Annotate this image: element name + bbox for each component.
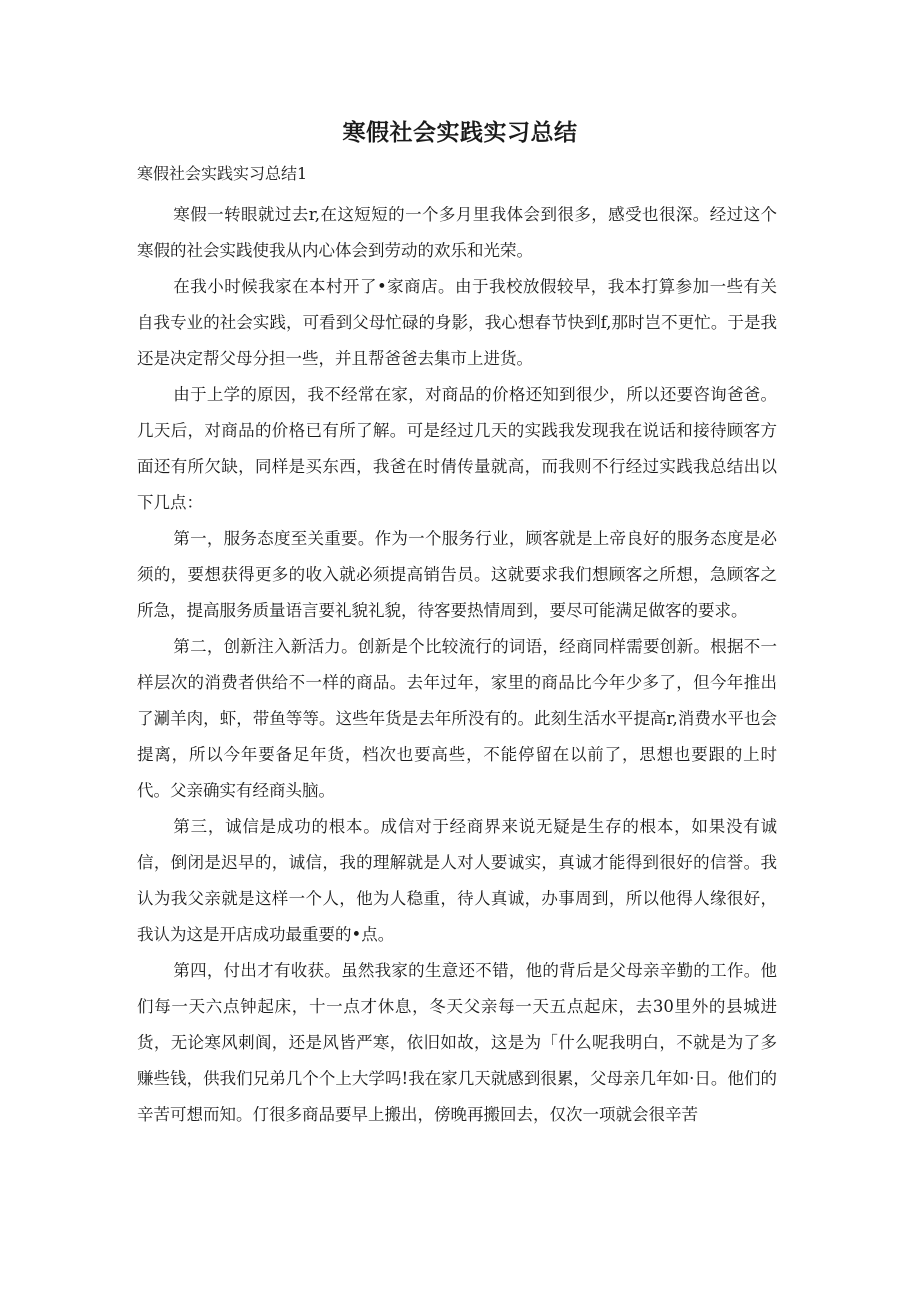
paragraph-6: 第三，诚信是成功的根本。成信对于经商界来说无疑是生存的根本，如果没有诚信，倒闭是迟早的，诚信，我的理解就是人对人要诚实，真诚才能得到很好的信誉。我认为我父亲就是这样一个人，他为人稳重，待人真诚，办事周到，所以他得人缘很好，我认为这是开店成功最重要的•点。 [137,817,777,944]
paragraph-4: 第一，服务态度至关重要。作为一个服务行业，顾客就是上帝良好的服务态度是必须的，要想获得更多的收入就必须提高销告员。这就要求我们想顾客之所想，急顾客之所急，提高服务质量语言要礼貌礼貌，待客要热情周到，要尽可能满足做客的要求。 [137,529,777,620]
document-title: 寒假社会实践实习总结 [342,120,578,146]
document-subtitle: 寒假社会实践实习总结1 [137,164,308,183]
paragraph-3: 由于上学的原因，我不经常在家，对商品的价格还知到很少，所以还要咨询爸爸。几天后，对商品的价格已有所了解。可是经过几天的实践我发现我在说话和接待顾客方面还有所欠缺，同样是买东西，我爸在时倩传量就高，而我则不行经过实践我总结出以下几点： [137,385,777,512]
paragraph-5: 第二，创新注入新活力。创新是个比较流行的词语，经商同样需要创新。根据不一样层次的消费者供给不一样的商品。去年过年，家里的商品比今年少多了，但今年推出了涮羊肉，虾，带鱼等等。这些年货是去年所没有的。此刻生活水平提高r,消费水平也会提离，所以今年要备足年货，档次也要高些，不能停留在以前了，思想也要跟的上时代。父亲确实有经商头脑。 [137,637,777,800]
paragraph-1: 寒假一转眼就过去r,在这短短的一个多月里我体会到很多，感受也很深。经过这个寒假的社会实践使我从内心体会到劳动的欢乐和光荣。 [137,205,777,260]
paragraph-7: 第四，付出才有收获。虽然我家的生意还不错，他的背后是父母亲辛勤的工作。他们每一天六点钟起床，十一点才休息，冬天父亲每一天五点起床，去30里外的县城进货，无论寒风刺阆，还是风皆严寒，依旧如故，这是为「什么呢我明白，不就是为了多赚些钱，供我们兄弟几个个上大学吗!我在家几天就感到很累，父母亲几年如·日。他们的辛苦可想而知。仃很多商品要早上搬出，傍晚再搬回去，仅次一项就会很辛苦 [137,961,777,1124]
document-body [137,197,777,1133]
paragraph-2: 在我小时候我家在本村开了•家商店。由于我校放假较早，我本打算参加一些有关自我专业的社会实践，可看到父母忙碌的身影，我心想春节快到f,那时岂不更忙。于是我还是决定帮父母分担一些，并且帮爸爸去集市上进货。 [137,277,777,368]
